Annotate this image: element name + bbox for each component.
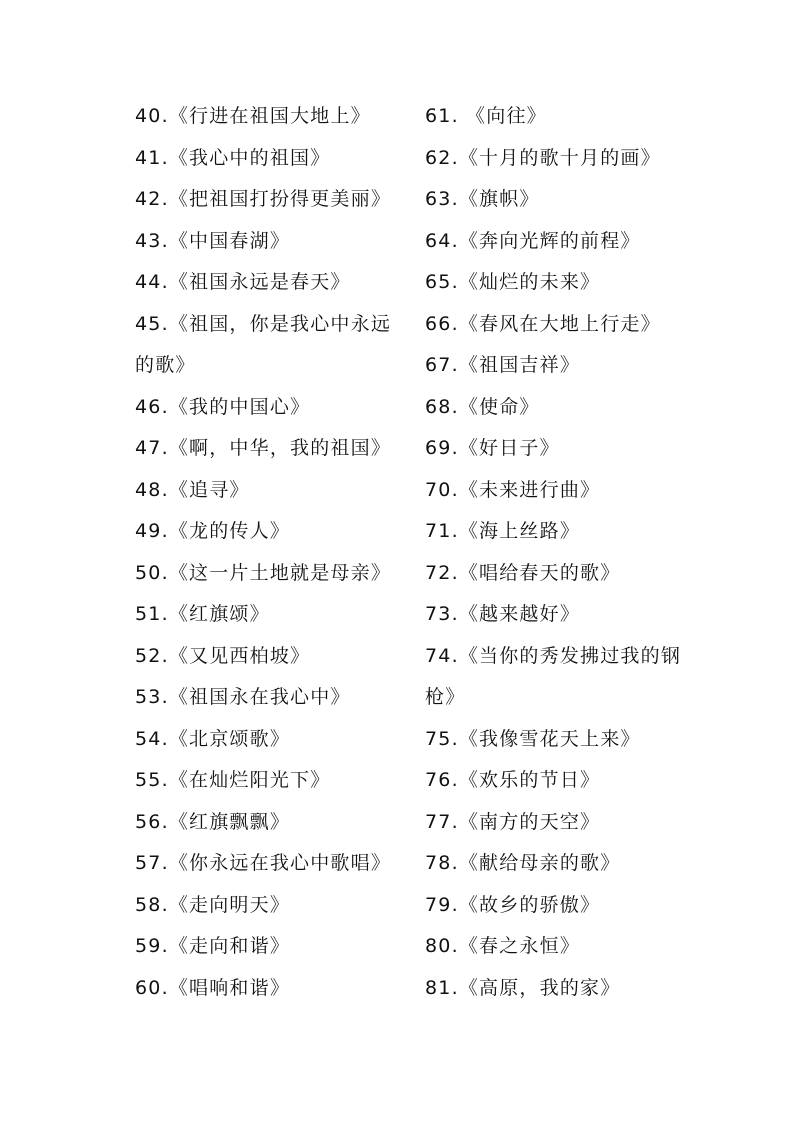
- song-list-item: 79.《故乡的骄傲》: [425, 893, 601, 916]
- song-list-item: 57.《你永远在我心中歌唱》: [135, 852, 392, 874]
- song-list-item: 65.《灿烂的未来》: [425, 271, 601, 293]
- song-list-item: 54.《北京颂歌》: [135, 727, 291, 750]
- song-list-item: 81.《高原，我的家》: [425, 976, 621, 999]
- song-list-item: 71.《海上丝路》: [425, 520, 581, 542]
- song-list-item: 67.《祖国吉祥》: [425, 354, 581, 376]
- song-list-item: 48.《追寻》: [135, 478, 250, 501]
- song-list-item: 75.《我像雪花天上来》: [425, 727, 641, 750]
- song-list-item: 63.《旗帜》: [425, 188, 540, 210]
- song-list-item: 55.《在灿烂阳光下》: [135, 769, 331, 791]
- song-list-item: 40.《行进在祖国大地上》: [135, 105, 371, 127]
- song-list-item: 72.《唱给春天的歌》: [425, 561, 621, 584]
- song-list-item: 60.《唱响和谐》: [135, 976, 291, 999]
- song-list-right-column: [425, 96, 685, 1009]
- song-list-item: 53.《祖国永在我心中》: [135, 686, 351, 708]
- song-list-item: 46.《我的中国心》: [135, 395, 311, 418]
- song-list-item: 44.《祖国永远是春天》: [135, 271, 351, 293]
- song-list-item: 69.《好日子》: [425, 437, 560, 459]
- song-list-item: 58.《走向明天》: [135, 893, 291, 916]
- song-list-item: 74.《当你的秀发拂过我的钢枪》: [425, 644, 682, 708]
- song-list-item: 64.《奔向光辉的前程》: [425, 229, 641, 252]
- song-list-item: 80.《春之永恒》: [425, 935, 581, 957]
- song-list-item: 50.《这一片土地就是母亲》: [135, 561, 392, 584]
- song-list-item: 43.《中国春湖》: [135, 229, 291, 252]
- song-list-item: 77.《南方的天空》: [425, 810, 601, 833]
- song-list-item: 78.《献给母亲的歌》: [425, 852, 621, 874]
- song-list-item: 49.《龙的传人》: [135, 520, 291, 542]
- song-list-item: 66.《春风在大地上行走》: [425, 312, 661, 335]
- song-list-item: 73.《越来越好》: [425, 603, 581, 625]
- song-list-left-column: [135, 96, 400, 1009]
- song-list-item: 76.《欢乐的节日》: [425, 769, 601, 791]
- song-list-item: 62.《十月的歌十月的画》: [425, 146, 661, 169]
- song-list-item: 59.《走向和谐》: [135, 935, 291, 957]
- song-list-item: 52.《又见西柏坡》: [135, 644, 311, 667]
- song-list-item: 56.《红旗飘飘》: [135, 810, 291, 833]
- song-list-item: 61. 《向往》: [425, 105, 547, 127]
- song-list-item: 42.《把祖国打扮得更美丽》: [135, 188, 392, 210]
- song-list-item: 47.《啊，中华，我的祖国》: [135, 437, 392, 459]
- song-list-item: 70.《未来进行曲》: [425, 478, 601, 501]
- song-list-item: 41.《我心中的祖国》: [135, 146, 331, 169]
- song-list-item: 68.《使命》: [425, 395, 540, 418]
- song-list-item: 45.《祖国，你是我心中永远的歌》: [135, 312, 392, 376]
- song-list-item: 51.《红旗颂》: [135, 603, 270, 625]
